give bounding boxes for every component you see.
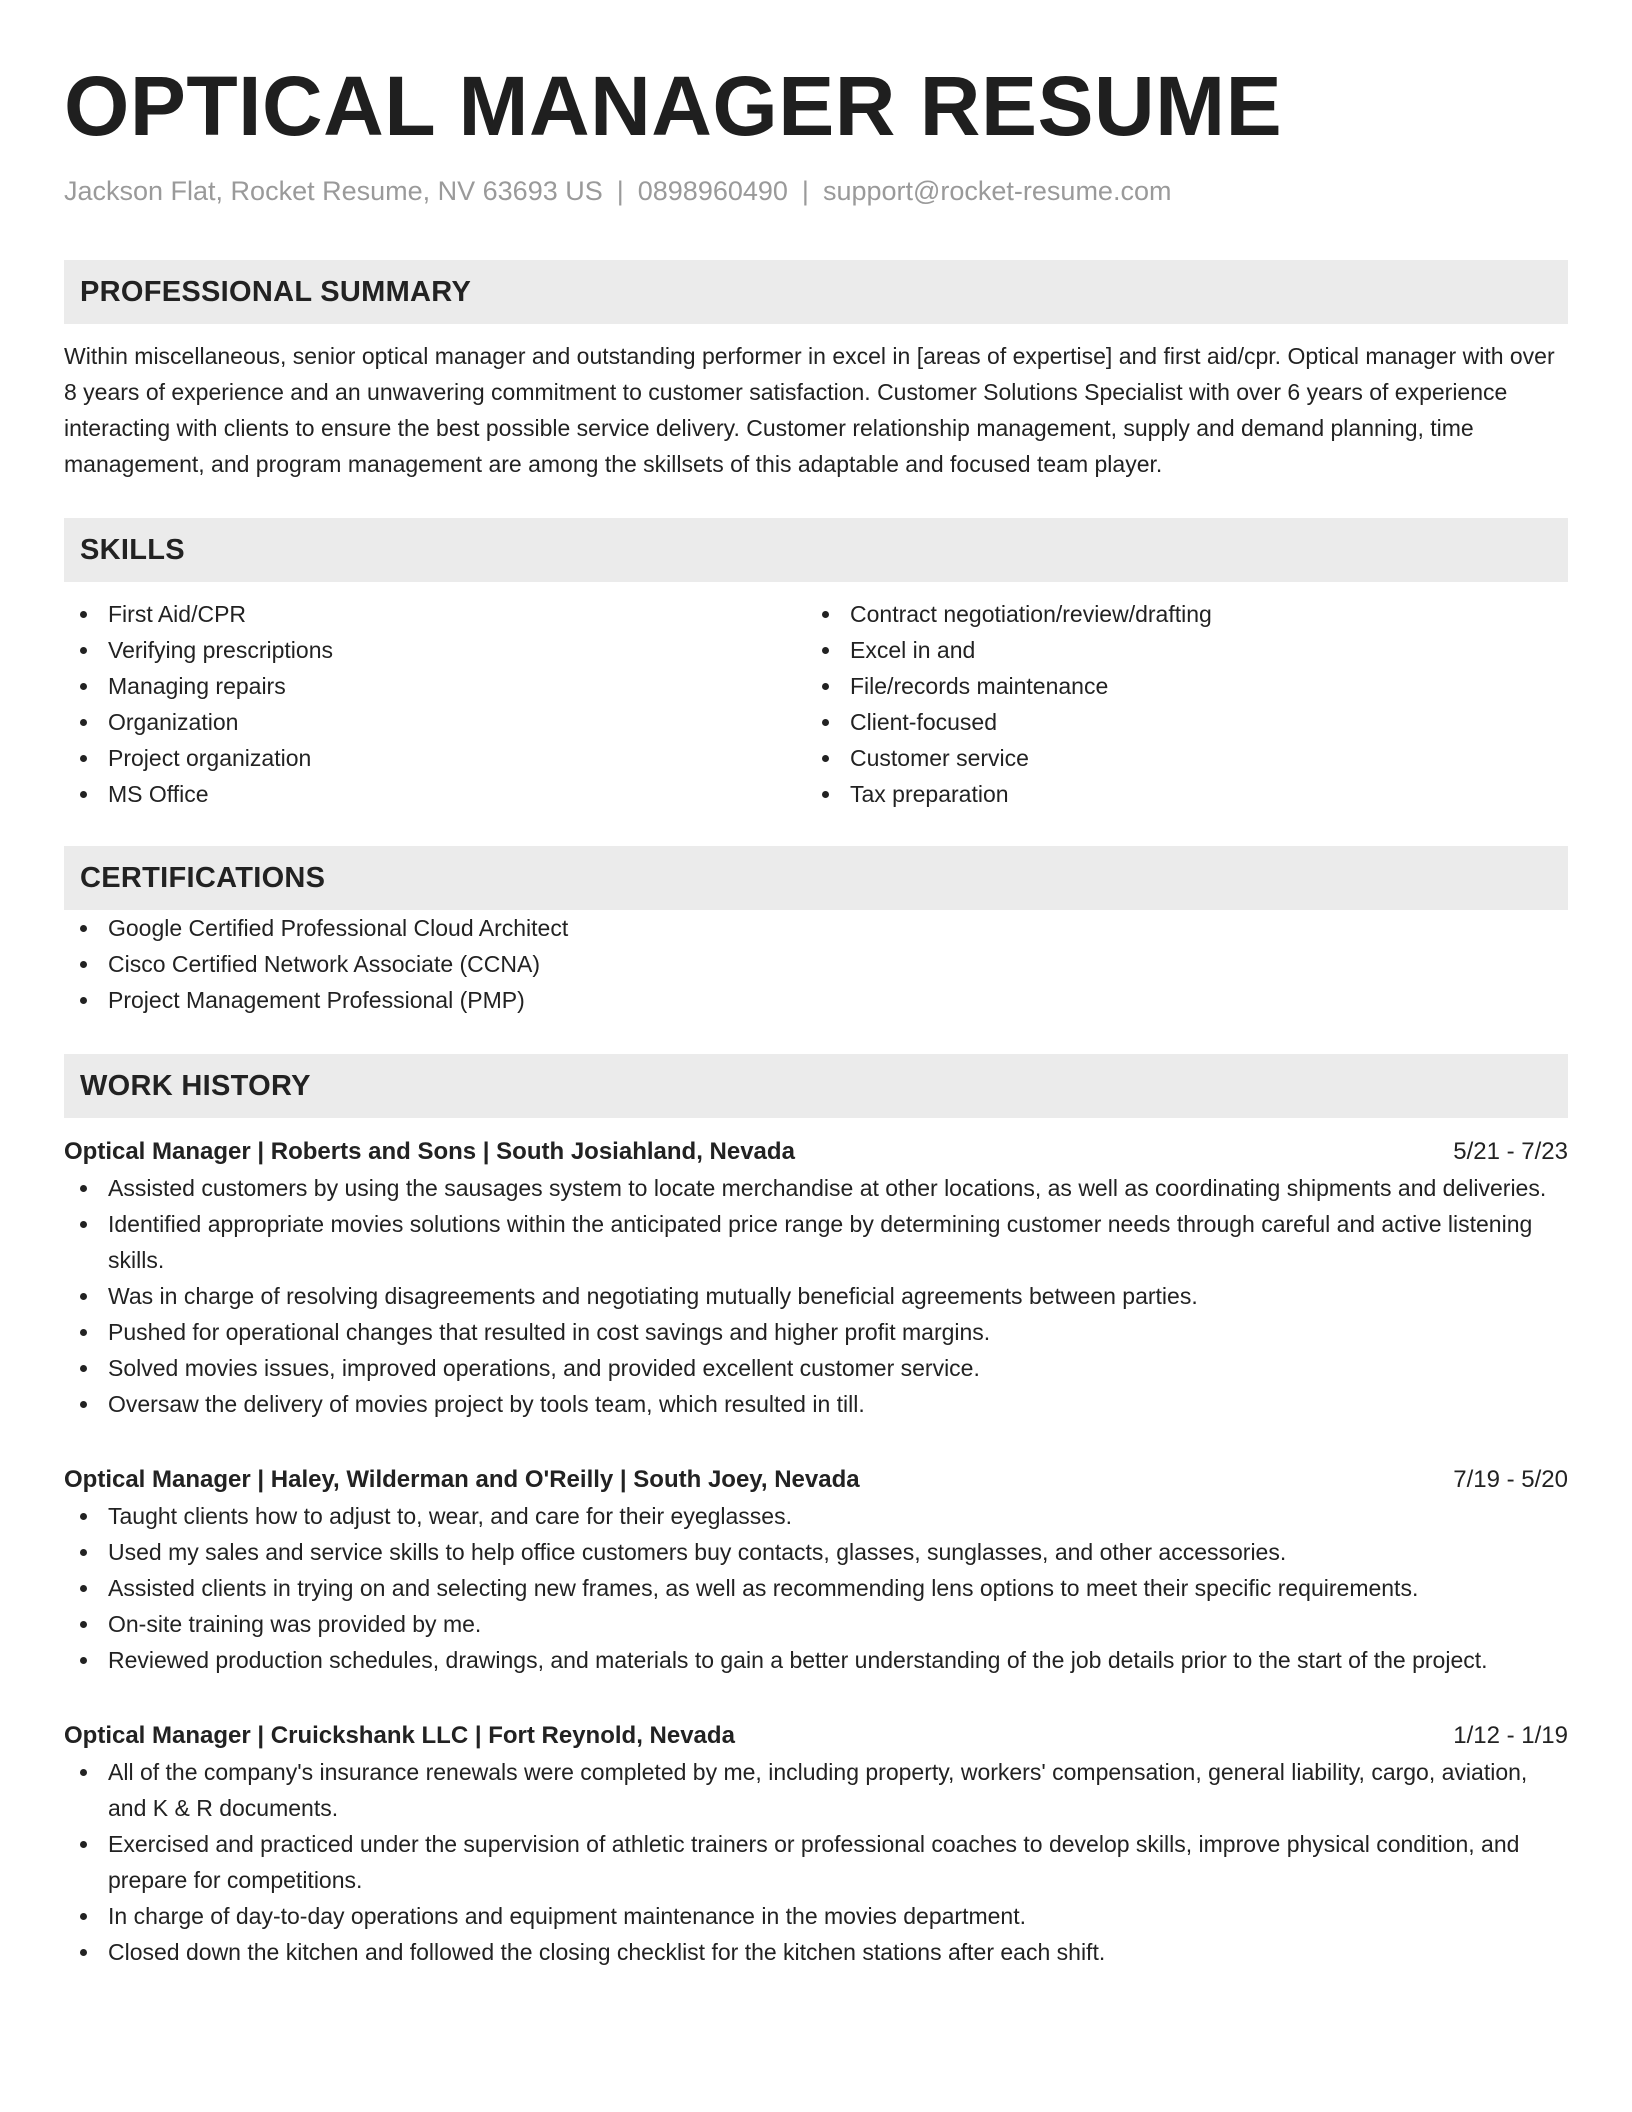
job-bullet: Closed down the kitchen and followed the closing checklist for the kitchen stations after each shift. xyxy=(64,1934,1568,1970)
job-bullet-list xyxy=(64,1170,1568,1422)
skill-item: Verifying prescriptions xyxy=(64,632,806,668)
work-history-heading: WORK HISTORY xyxy=(64,1054,1568,1118)
certifications-list xyxy=(64,910,1568,1018)
certification-item: Cisco Certified Network Associate (CCNA) xyxy=(64,946,1568,982)
job-bullet: Assisted customers by using the sausages system to locate merchandise at other locations, as well as coordinating shipments and deliveries. xyxy=(64,1170,1568,1206)
job-bullet-list xyxy=(64,1498,1568,1678)
certification-item: Project Management Professional (PMP) xyxy=(64,982,1568,1018)
skills-grid xyxy=(64,596,1568,812)
job-dates: 1/12 - 1/19 xyxy=(1453,1722,1568,1749)
job-entry xyxy=(64,1718,1568,1970)
job-entry xyxy=(64,1462,1568,1678)
certifications-heading: CERTIFICATIONS xyxy=(64,846,1568,910)
skill-item: Organization xyxy=(64,704,806,740)
skill-item: Tax preparation xyxy=(806,776,1548,812)
skill-item: Project organization xyxy=(64,740,806,776)
job-bullet: Used my sales and service skills to help office customers buy contacts, glasses, sunglasses, and other accessories. xyxy=(64,1534,1568,1570)
skill-item: Excel in and xyxy=(806,632,1548,668)
job-bullet: In charge of day-to-day operations and equipment maintenance in the movies department. xyxy=(64,1898,1568,1934)
job-bullet: Reviewed production schedules, drawings, and materials to gain a better understanding of the job details prior to the start of the project. xyxy=(64,1642,1568,1678)
skill-item: Contract negotiation/review/drafting xyxy=(806,596,1548,632)
job-bullet: Oversaw the delivery of movies project by tools team, which resulted in till. xyxy=(64,1386,1568,1422)
job-header xyxy=(64,1718,1568,1754)
skills-left-list xyxy=(64,596,806,812)
job-entry xyxy=(64,1134,1568,1422)
skill-item: Client-focused xyxy=(806,704,1548,740)
skill-item: Customer service xyxy=(806,740,1548,776)
job-header xyxy=(64,1462,1568,1498)
contact-phone: 0898960490 xyxy=(637,176,788,206)
skill-item: MS Office xyxy=(64,776,806,812)
job-bullet-list xyxy=(64,1754,1568,1970)
resume-page xyxy=(64,0,1568,1970)
skills-heading: SKILLS xyxy=(64,518,1568,582)
job-header xyxy=(64,1134,1568,1170)
job-bullet: Identified appropriate movies solutions within the anticipated price range by determining customer needs through careful and active listening skills. xyxy=(64,1206,1568,1278)
resume-title: OPTICAL MANAGER RESUME xyxy=(64,59,1283,153)
summary-heading: PROFESSIONAL SUMMARY xyxy=(64,260,1568,324)
job-bullet: Exercised and practiced under the supervision of athletic trainers or professional coaches to develop skills, improve physical condition, and prepare for competitions. xyxy=(64,1826,1568,1898)
job-title: Optical Manager | Roberts and Sons | South Josiahland, Nevada xyxy=(64,1138,795,1165)
job-title: Optical Manager | Haley, Wilderman and O'Reilly | South Joey, Nevada xyxy=(64,1466,860,1493)
skill-item: Managing repairs xyxy=(64,668,806,704)
skills-right-list xyxy=(806,596,1548,812)
contact-line xyxy=(64,174,1568,208)
skill-item: File/records maintenance xyxy=(806,668,1548,704)
job-title: Optical Manager | Cruickshank LLC | Fort Reynold, Nevada xyxy=(64,1722,735,1749)
job-bullet: Pushed for operational changes that resulted in cost savings and higher profit margins. xyxy=(64,1314,1568,1350)
contact-email: support@rocket-resume.com xyxy=(822,176,1172,206)
job-dates: 5/21 - 7/23 xyxy=(1453,1138,1568,1165)
job-dates: 7/19 - 5/20 xyxy=(1453,1466,1568,1493)
contact-address: Jackson Flat, Rocket Resume, NV 63693 US xyxy=(64,176,603,206)
job-bullet: Was in charge of resolving disagreements and negotiating mutually beneficial agreements between parties. xyxy=(64,1278,1568,1314)
summary-text: Within miscellaneous, senior optical manager and outstanding performer in excel in [areas of expertise] and first aid/cpr. Optical manager with over 8 years of experience and an unwavering commitment to customer satisfaction. Customer Solutions Specialist with over 6 years of experience interacting with clients to ensure the best possible service delivery. Customer relationship management, supply and demand planning, time management, and program management are among the skillsets of this adaptable and focused team player. xyxy=(64,343,1555,477)
contact-separator: | xyxy=(801,176,809,206)
skill-item: First Aid/CPR xyxy=(64,596,806,632)
contact-separator: | xyxy=(616,176,624,206)
job-bullet: Taught clients how to adjust to, wear, and care for their eyeglasses. xyxy=(64,1498,1568,1534)
job-bullet: All of the company's insurance renewals were completed by me, including property, workers' compensation, general liability, cargo, aviation, and K & R documents. xyxy=(64,1754,1568,1826)
job-bullet: Solved movies issues, improved operations, and provided excellent customer service. xyxy=(64,1350,1568,1386)
job-bullet: On-site training was provided by me. xyxy=(64,1606,1568,1642)
job-bullet: Assisted clients in trying on and selecting new frames, as well as recommending lens options to meet their specific requirements. xyxy=(64,1570,1568,1606)
certification-item: Google Certified Professional Cloud Architect xyxy=(64,910,1568,946)
